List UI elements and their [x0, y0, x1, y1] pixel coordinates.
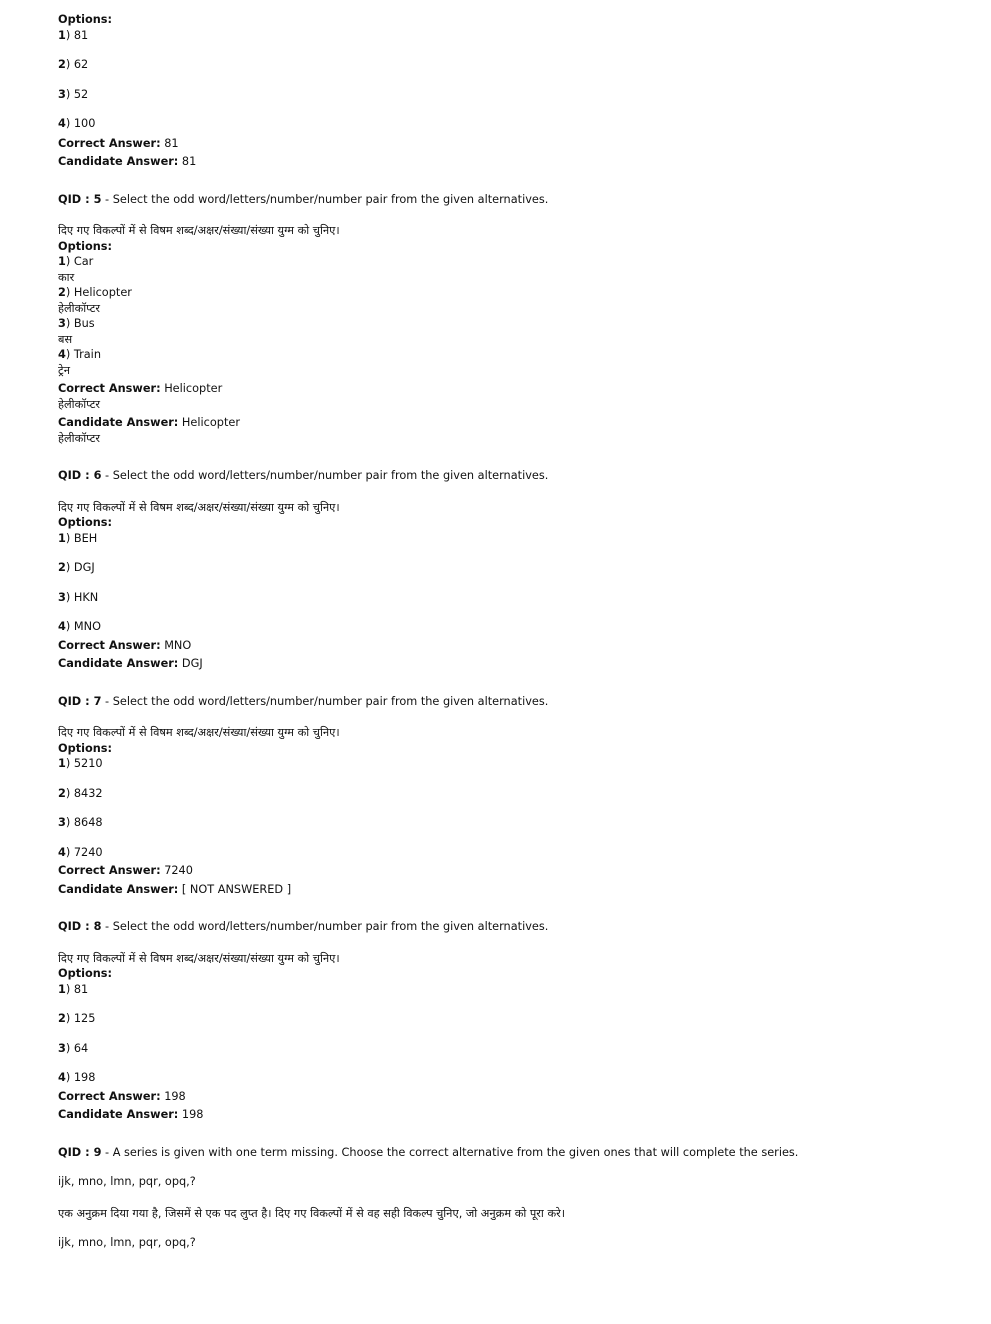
previous-question-block: [58, 12, 958, 170]
option-item: 3) 64: [58, 1041, 89, 1055]
options-label: Options:: [58, 516, 113, 529]
options-label: Options:: [58, 13, 113, 26]
answer-sheet-page: [58, 12, 958, 1251]
candidate-answer: Candidate Answer: Helicopter: [58, 416, 240, 429]
options-label: Options:: [58, 239, 113, 253]
series-text-hindi: ijk, mno, lmn, pqr, opq,?: [58, 1236, 196, 1249]
option-hindi: बस: [58, 332, 73, 346]
option-item: 2) 8432: [58, 786, 103, 800]
options-label: Options:: [58, 967, 113, 980]
question-text: QID : 6 - Select the odd word/letters/number/number pair from the given alternatives.: [58, 469, 549, 482]
option-hindi: कार: [58, 270, 75, 284]
question-text: QID : 9 - A series is given with one term missing. Choose the correct alternative from the given ones that will complete the series.: [58, 1145, 799, 1159]
question-text-hindi: दिए गए विकल्पों में से विषम शब्द/अक्षर/संख्या/संख्या युग्म को चुनिए।: [58, 224, 340, 237]
question-text-hindi: दिए गए विकल्पों में से विषम शब्द/अक्षर/संख्या/संख्या युग्म को चुनिए।: [58, 951, 340, 965]
option-item: 1) 81: [58, 28, 89, 42]
correct-answer-hindi: हेलीकॉप्टर: [58, 397, 101, 411]
option-item: 1) 81: [58, 982, 89, 996]
option-item: 4) 7240: [58, 845, 103, 859]
option-item: 2) DGJ: [58, 561, 95, 574]
question-block-8: [58, 919, 958, 1123]
option-item: 3) 52: [58, 87, 89, 101]
question-text-hindi: दिए गए विकल्पों में से विषम शब्द/अक्षर/संख्या/संख्या युग्म को चुनिए।: [58, 726, 340, 739]
question-text-hindi: दिए गए विकल्पों में से विषम शब्द/अक्षर/संख्या/संख्या युग्म को चुनिए।: [58, 500, 340, 514]
option-item: 3) Bus: [58, 317, 95, 330]
question-block-7: [58, 694, 958, 898]
option-item: 1) 5210: [58, 757, 103, 770]
option-item: 3) 8648: [58, 816, 103, 829]
option-hindi: ट्रेन: [58, 363, 70, 377]
candidate-answer: Candidate Answer: 198: [58, 1108, 204, 1121]
option-item: 3) HKN: [58, 590, 99, 604]
correct-answer: Correct Answer: 7240: [58, 864, 193, 877]
correct-answer: Correct Answer: 81: [58, 136, 179, 150]
correct-answer: Correct Answer: MNO: [58, 638, 192, 652]
option-item: 1) Car: [58, 255, 94, 268]
question-text: QID : 5 - Select the odd word/letters/number/number pair from the given alternatives.: [58, 192, 549, 206]
question-text: QID : 7 - Select the odd word/letters/number/number pair from the given alternatives.: [58, 694, 549, 708]
option-item: 4) MNO: [58, 620, 101, 633]
option-item: 2) 62: [58, 58, 89, 71]
option-hindi: हेलीकॉप्टर: [58, 301, 101, 315]
option-item: 2) 125: [58, 1012, 96, 1025]
option-item: 4) 198: [58, 1071, 96, 1084]
correct-answer: Correct Answer: 198: [58, 1089, 186, 1103]
question-text-hindi: एक अनुक्रम दिया गया है, जिसमें से एक पद लुप्त है। दिए गए विकल्पों में से वह सही विकल्प चुनिए, जो अनुक्रम को पूरा करे।: [58, 1206, 566, 1220]
option-item: 2) Helicopter: [58, 286, 132, 299]
question-block-9: [58, 1145, 958, 1251]
series-text: ijk, mno, lmn, pqr, opq,?: [58, 1175, 196, 1188]
option-item: 4) Train: [58, 348, 101, 361]
option-item: 4) 100: [58, 117, 96, 130]
question-block-5: [58, 192, 958, 447]
candidate-answer: Candidate Answer: [ NOT ANSWERED ]: [58, 882, 292, 896]
options-label: Options:: [58, 741, 113, 755]
candidate-answer: Candidate Answer: 81: [58, 155, 197, 168]
candidate-answer-hindi: हेलीकॉप्टर: [58, 431, 101, 445]
option-item: 1) BEH: [58, 531, 98, 545]
question-text: QID : 8 - Select the odd word/letters/number/number pair from the given alternatives.: [58, 920, 549, 933]
candidate-answer: Candidate Answer: DGJ: [58, 657, 203, 670]
correct-answer: Correct Answer: Helicopter: [58, 382, 223, 395]
question-block-6: [58, 468, 958, 672]
